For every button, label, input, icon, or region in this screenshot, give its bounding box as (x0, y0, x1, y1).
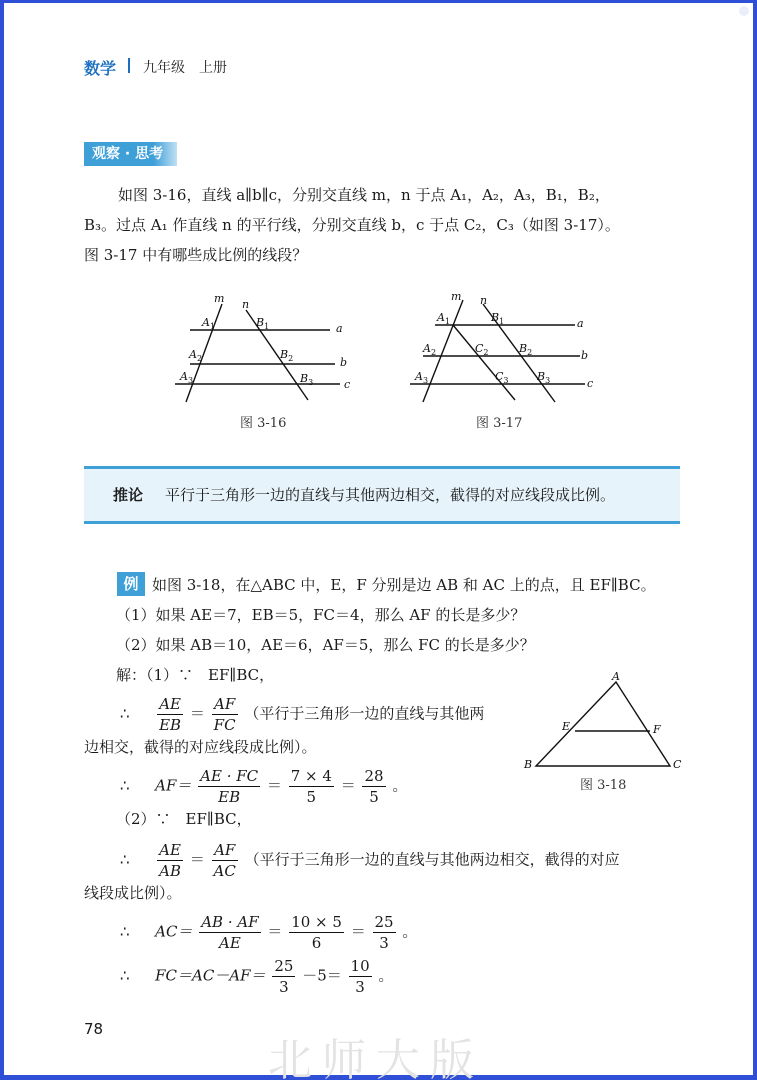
label-n: n (242, 298, 250, 311)
label-C3: $C_3$ (495, 370, 509, 385)
label-E: E (562, 720, 571, 733)
label-B: B (524, 758, 533, 771)
label-B1: $B_1$ (491, 311, 505, 326)
label-a: a (577, 317, 584, 330)
fraction-25-3-b: $\frac{25}{3}$ (274, 957, 294, 996)
reason-2-continued: 线段成比例）。 (84, 884, 182, 902)
header-divider (128, 58, 130, 73)
intro-line-2: B₃。过点 A₁ 作直线 n 的平行线，分别交直线 b，c 于点 C₂，C₃（如图 3-17）。 (84, 216, 620, 234)
conclusion-text: 平行于三角形一边的直线与其他两边相交，截得的对应线段成比例。 (165, 486, 616, 504)
therefore-symbol: ∴ (120, 704, 130, 723)
label-B2: $B_2$ (280, 348, 294, 363)
fraction-af-fc: $\frac{AF}{FC}$ (213, 695, 236, 734)
figure-3-17-svg (405, 290, 605, 410)
label-C2: $C_2$ (475, 342, 489, 357)
reason-1-continued: 边相交，截得的对应线段成比例）。 (84, 738, 317, 756)
corner-dot (739, 6, 749, 16)
solution-proportion-2: ∴ $\frac{AE}{AB}$ ＝ $\frac{AF}{AC}$ （平行于三角形一边的直线与其他两边相交，截得的对应 (120, 841, 620, 880)
label-B2: $B_2$ (519, 342, 533, 357)
example-statement: 如图 3-18，在△ABC 中，E，F 分别是边 AB 和 AC 上的点，且 EF∥BC。 (152, 576, 656, 594)
fraction-abaf-ae: $\frac{AB \cdot AF}{AE}$ (201, 913, 259, 952)
caption-3-16: 图 3-16 (240, 416, 287, 431)
intro-line-1: 如图 3-16，直线 a∥b∥c，分别交直线 m，n 于点 A₁，A₂，A₃，B₁，B₂， (118, 186, 610, 204)
fraction-28-5: $\frac{28}{5}$ (364, 767, 384, 806)
label-A: A (612, 670, 620, 683)
caption-3-17: 图 3-17 (476, 416, 523, 431)
header-grade: 九年级 上册 (143, 60, 227, 76)
fraction-ae-ab: $\frac{AE}{AB}$ (159, 841, 181, 880)
label-A2: $A_2$ (423, 342, 437, 357)
example-question-2: （2）如果 AB＝10，AE＝6，AF＝5，那么 FC 的长是多少？ (116, 636, 535, 654)
label-n: n (480, 294, 488, 307)
label-A2: $A_2$ (189, 348, 203, 363)
label-A3: $A_3$ (415, 370, 429, 385)
solution-ac-result: ∴ AC＝ $\frac{AB \cdot AF}{AE}$ ＝ $\frac{10 \times 5}{6}$ ＝ $\frac{25}{3}$ 。 (120, 913, 418, 952)
section-tag: 观察 · 思考 (84, 142, 177, 166)
label-B3: $B_3$ (300, 372, 314, 387)
fraction-25-3: $\frac{25}{3}$ (374, 913, 394, 952)
figure-3-18 (520, 672, 690, 776)
example-question-1: （1）如果 AE＝7，EB＝5，FC＝4，那么 AF 的长是多少？ (116, 606, 526, 624)
triangle-abc (536, 682, 670, 766)
fraction-10-3: $\frac{10}{3}$ (350, 957, 370, 996)
label-A1: $A_1$ (437, 311, 451, 326)
page-number: 78 (84, 1020, 104, 1038)
fraction-7x4-5: $\frac{7 \times 4}{5}$ (290, 767, 332, 806)
conclusion-label: 推论 (113, 486, 144, 504)
label-B3: $B_3$ (537, 370, 551, 385)
label-a: a (336, 322, 343, 335)
label-c: c (587, 377, 594, 390)
figure-3-16 (170, 292, 360, 411)
figure-3-16-svg (170, 292, 360, 407)
solution-line-1: 解：（1）∵ EF∥BC， (116, 666, 275, 684)
label-A3: $A_3$ (180, 370, 194, 385)
header-subject: 数学 (84, 59, 117, 78)
label-m: m (451, 290, 462, 303)
label-b: b (581, 349, 589, 362)
fraction-aefc-eb: $\frac{AE \cdot FC}{EB}$ (200, 767, 259, 806)
publisher-watermark: 北师大版 (268, 1035, 484, 1086)
label-m: m (214, 292, 225, 305)
line-parallel (453, 325, 515, 400)
example-badge: 例 (117, 572, 145, 596)
label-C: C (673, 758, 682, 771)
reason-2: （平行于三角形一边的直线与其他两边相交，截得的对应 (244, 850, 620, 869)
fraction-af-ac: $\frac{AF}{AC}$ (213, 841, 236, 880)
fraction-ae-eb: $\frac{AE}{EB}$ (159, 695, 182, 734)
solution-af-result: ∴ AF＝ $\frac{AE \cdot FC}{EB}$ ＝ $\frac{7 \times 4}{5}$ ＝ $\frac{28}{5}$ 。 (120, 767, 408, 806)
reason-1: （平行于三角形一边的直线与其他两 (244, 704, 485, 723)
solution-proportion-1: ∴ $\frac{AE}{EB}$ ＝ $\frac{AF}{FC}$ （平行于三角形一边的直线与其他两 (120, 695, 485, 734)
caption-3-18: 图 3-18 (580, 778, 627, 793)
solution-fc-result: ∴ FC＝AC－AF＝ $\frac{25}{3}$ －5＝ $\frac{10}{3}$ 。 (120, 957, 394, 996)
label-A1: $A_1$ (202, 316, 216, 331)
label-b: b (340, 356, 348, 369)
label-c: c (344, 378, 351, 391)
label-F: F (653, 723, 661, 736)
fraction-10x5-6: $\frac{10 \times 5}{6}$ (291, 913, 342, 952)
figure-3-17 (405, 290, 605, 414)
intro-line-3: 图 3-17 中有哪些成比例的线段？ (84, 246, 308, 264)
solution-part-2: （2）∵ EF∥BC， (116, 810, 252, 828)
label-B1: $B_1$ (256, 316, 270, 331)
figure-3-18-svg (520, 672, 690, 772)
